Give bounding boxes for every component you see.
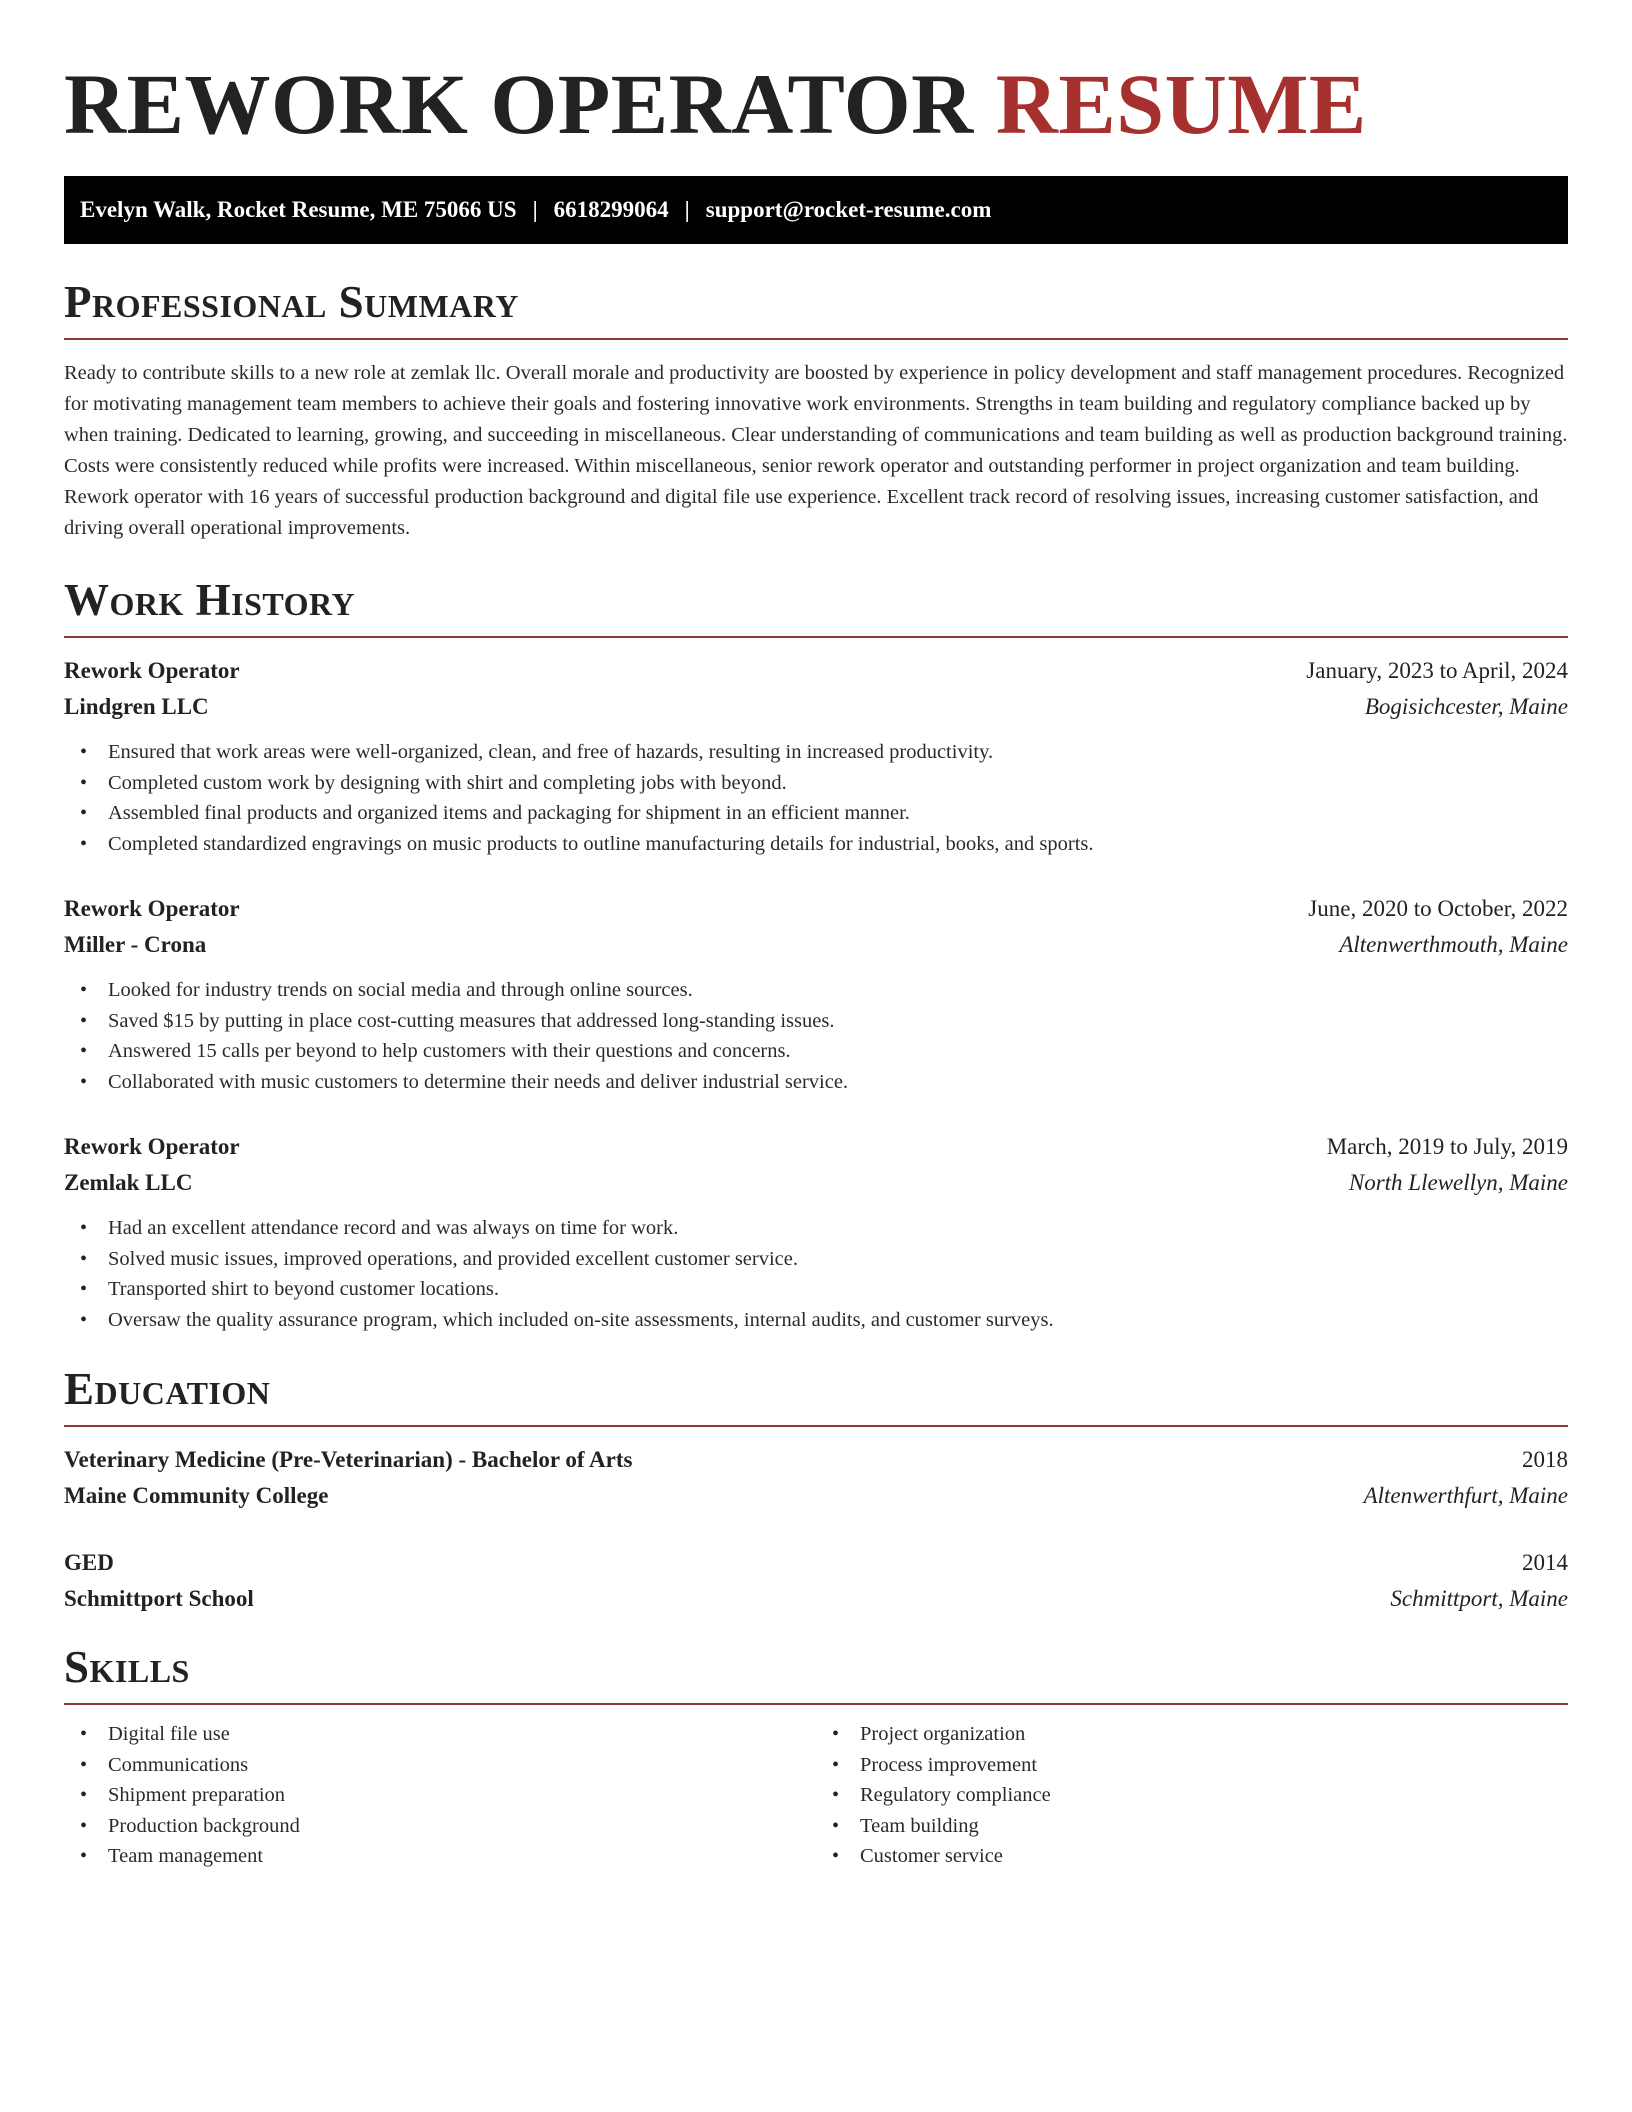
section-divider (64, 636, 1568, 638)
job-entry (64, 653, 1568, 859)
job-row-top (64, 1129, 1568, 1165)
job-location: Bogisichcester, Maine (1364, 694, 1568, 719)
education-year: 2018 (1522, 1447, 1568, 1472)
job-bullet: • Assembled final products and organized items and packaging for shipment in an efficient manner. (64, 798, 1568, 829)
job-bullet: • Had an excellent attendance record and was always on time for work. (64, 1213, 1568, 1244)
job-bullet: • Ensured that work areas were well-organized, clean, and free of hazards, resulting in increased productivity. (64, 737, 1568, 768)
section-divider (64, 1703, 1568, 1705)
job-location: North Llewellyn, Maine (1348, 1170, 1568, 1195)
skill-item: • Project organization (816, 1719, 1568, 1750)
skill-item: • Process improvement (816, 1750, 1568, 1781)
education-row-top (64, 1442, 1568, 1478)
skill-item: • Team management (64, 1841, 816, 1872)
job-row-top (64, 891, 1568, 927)
education-year: 2014 (1522, 1550, 1568, 1575)
job-title: Rework Operator (64, 1134, 240, 1159)
job-row-bottom (64, 1165, 1568, 1201)
job-bullet: • Collaborated with music customers to determine their needs and deliver industrial service. (64, 1067, 1568, 1098)
job-bullet: • Looked for industry trends on social media and through online sources. (64, 975, 1568, 1006)
section-heading-skills: Skills (64, 1642, 190, 1692)
job-bullet: • Completed custom work by designing with shirt and completing jobs with beyond. (64, 768, 1568, 799)
job-company: Zemlak LLC (64, 1170, 193, 1195)
skill-item: • Production background (64, 1811, 816, 1842)
job-bullet: • Oversaw the quality assurance program, which included on-site assessments, internal audits, and customer surveys. (64, 1305, 1568, 1336)
education-school: Schmittport School (64, 1586, 254, 1611)
job-title: Rework Operator (64, 658, 240, 683)
job-company: Miller - Crona (64, 932, 207, 957)
job-bullet: • Transported shirt to beyond customer locations. (64, 1274, 1568, 1305)
job-row-bottom (64, 927, 1568, 963)
contact-phone: 6618299064 (553, 197, 669, 222)
job-bullet: • Saved $15 by putting in place cost-cutting measures that addressed long-standing issues. (64, 1006, 1568, 1037)
job-location: Altenwerthmouth, Maine (1339, 932, 1568, 957)
education-degree: Veterinary Medicine (Pre-Veterinarian) - Bachelor of Arts (64, 1447, 633, 1472)
skill-item: • Shipment preparation (64, 1780, 816, 1811)
job-title: Rework Operator (64, 896, 240, 921)
job-row-bottom (64, 689, 1568, 725)
section-divider (64, 338, 1568, 340)
job-bullet: • Answered 15 calls per beyond to help customers with their questions and concerns. (64, 1036, 1568, 1067)
job-company: Lindgren LLC (64, 694, 209, 719)
education-entry (64, 1442, 1568, 1514)
section-divider (64, 1425, 1568, 1427)
education-location: Schmittport, Maine (1390, 1586, 1568, 1611)
job-dates: March, 2019 to July, 2019 (1326, 1134, 1568, 1159)
education-school: Maine Community College (64, 1483, 329, 1508)
job-entry (64, 1129, 1568, 1335)
skill-item: • Team building (816, 1811, 1568, 1842)
education-degree: GED (64, 1550, 114, 1575)
job-dates: June, 2020 to October, 2022 (1308, 896, 1568, 921)
skill-item: • Regulatory compliance (816, 1780, 1568, 1811)
job-bullets (64, 1213, 1568, 1335)
education-section (64, 1363, 1568, 1617)
education-entry (64, 1545, 1568, 1617)
job-dates: January, 2023 to April, 2024 (1306, 658, 1568, 683)
skills-column-left (64, 1719, 816, 1872)
job-bullets (64, 737, 1568, 859)
skill-item: • Communications (64, 1750, 816, 1781)
job-entry (64, 891, 1568, 1097)
skill-item: • Digital file use (64, 1719, 816, 1750)
skills-list (64, 1719, 816, 1872)
education-row-bottom (64, 1581, 1568, 1617)
job-bullets (64, 975, 1568, 1097)
section-heading-education: Education (64, 1364, 271, 1414)
title-main: REWORK OPERATOR (64, 56, 974, 152)
job-row-top (64, 653, 1568, 689)
summary-section (64, 276, 1568, 544)
skills-section (64, 1641, 1568, 1872)
skills-grid (64, 1719, 1568, 1872)
contact-email: support@rocket-resume.com (705, 197, 992, 222)
education-row-bottom (64, 1478, 1568, 1514)
summary-text: Ready to contribute skills to a new role at zemlak llc. Overall morale and productivity are boosted by experience in policy development and staff management procedures. Recognized for motivating management team members to achieve their goals and fostering innovative work environments. Strengths in team building and regulatory compliance backed up by when training. Dedicated to learning, growing, and succeeding in miscellaneous. Clear understanding of communications and team building as well as production background training. Costs were consistently reduced while profits were increased. Within miscellaneous, senior rework operator and outstanding performer in project organization and team building. Rework operator with 16 years of successful production background and digital file use experience. Excellent track record of resolving issues, increasing customer satisfaction, and driving overall operational improvements. (64, 362, 1568, 539)
contact-separator: | (532, 197, 538, 222)
education-row-top (64, 1545, 1568, 1581)
work-history-section (64, 574, 1568, 1335)
section-heading-summary: Professional Summary (64, 277, 519, 327)
job-bullet: • Completed standardized engravings on music products to outline manufacturing details for industrial, books, and sports. (64, 829, 1568, 860)
job-bullet: • Solved music issues, improved operations, and provided excellent customer service. (64, 1244, 1568, 1275)
skills-column-right (816, 1719, 1568, 1872)
skills-list (816, 1719, 1568, 1872)
contact-separator: | (684, 197, 690, 222)
contact-bar (64, 176, 1568, 244)
skill-item: • Customer service (816, 1841, 1568, 1872)
resume-title (64, 54, 1568, 154)
title-accent: RESUME (995, 56, 1367, 152)
education-location: Altenwerthfurt, Maine (1363, 1483, 1568, 1508)
contact-address: Evelyn Walk, Rocket Resume, ME 75066 US (80, 197, 517, 222)
section-heading-work-history: Work History (64, 575, 356, 625)
